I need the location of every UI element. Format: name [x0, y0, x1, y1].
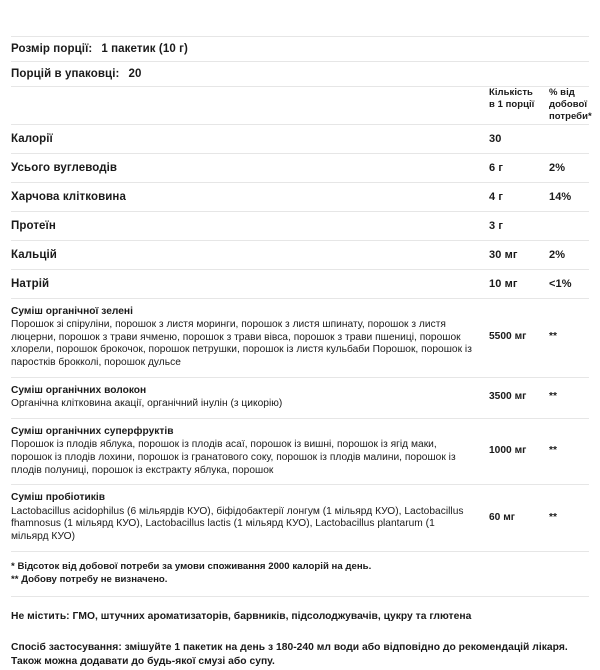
- nutrient-amount: 30 мг: [489, 240, 549, 269]
- blend-cell: [11, 485, 489, 551]
- serving-size-label: Розмір порції:: [11, 43, 93, 55]
- nutrient-name: Усього вуглеводів: [11, 153, 489, 182]
- table-row: [11, 211, 589, 240]
- blend-ingredients: Lactobacillus acidophilus (6 мільярдів КУО), біфідобактерії лонгум (1 мільярд КУО), Lactobacillus fhamnosus (1 мільярд КУО), Lactobacillus lactis (1 мільярд КУО), Lactobacillus plantarum (1 мільярд КУО): [11, 505, 464, 542]
- nutrient-daily-value: [549, 124, 589, 153]
- table-row: [11, 269, 589, 298]
- nutrient-daily-value: 2%: [549, 153, 589, 182]
- table-row: [11, 153, 589, 182]
- blend-title: Суміш органічної зелені: [11, 305, 133, 317]
- nutrient-name: Калорії: [11, 124, 489, 153]
- nutrient-daily-value: 14%: [549, 182, 589, 211]
- nutrition-facts-panel: [0, 36, 600, 596]
- nutrient-name: Протеїн: [11, 211, 489, 240]
- blend-amount: 60 мг: [489, 485, 549, 551]
- servings-per-container-value: 20: [128, 68, 142, 80]
- servings-per-container-label: Порцій в упаковці:: [11, 68, 120, 80]
- blend-ingredients: Порошок із плодів яблука, порошок із плодів асаї, порошок із вишні, порошок із ягід маки, порошок із плодів лохини, порошок із гранатового соку, порошок із плодів малини, порошок із плодів полуниці, порошок із екстракту яблука, порошок: [11, 439, 456, 476]
- directions-text: Спосіб застосування: змішуйте 1 пакетик на день з 180-240 мл води або відповідно до рекомендацій лікаря. Також можна додавати до будь-якої смузі або супу.: [11, 641, 568, 668]
- nutrient-daily-value: [549, 211, 589, 240]
- footnote-daily-value: * Відсоток від добової потреби за умови споживання 2000 калорій на день.: [11, 560, 372, 572]
- table-row: [11, 418, 589, 484]
- nutrient-amount: 4 г: [489, 182, 549, 211]
- serving-size-row: [11, 37, 589, 61]
- nutrient-name: Харчова клітковина: [11, 182, 489, 211]
- nutrient-name: Кальцій: [11, 240, 489, 269]
- blend-daily-value: **: [549, 377, 589, 418]
- blend-daily-value: **: [549, 418, 589, 484]
- table-row: [11, 124, 589, 153]
- blend-ingredients: Порошок зі спіруліни, порошок з листя моринги, порошок з листя шпинату, порошок з листя люцерни, порошок з трави ячменю, порошок з трави вівса, порошок з трави пшениці, порошок хлорели, порошок брокочок, порошок петрушки, порошок із листя кульбаби Порошок, порошок із паростків брокколі, порошок дульсе: [11, 319, 472, 368]
- blend-cell: [11, 418, 489, 484]
- table-row: [11, 182, 589, 211]
- blend-daily-value: **: [549, 298, 589, 377]
- footnote-not-established: ** Добову потребу не визначено.: [11, 574, 168, 586]
- nutrient-daily-value: <1%: [549, 269, 589, 298]
- nutrient-amount: 30: [489, 124, 549, 153]
- blend-ingredients: Органічна клітковина акації, органічний інулін (з цикорію): [11, 398, 283, 410]
- blend-title: Суміш органічних волокон: [11, 384, 147, 396]
- additional-info: [0, 596, 600, 670]
- blend-amount: 5500 мг: [489, 298, 549, 377]
- nutrient-amount: 10 мг: [489, 269, 549, 298]
- nutrient-amount: 3 г: [489, 211, 549, 240]
- nutrient-daily-value: 2%: [549, 240, 589, 269]
- nutrition-table: [11, 87, 592, 551]
- blend-title: Суміш пробіотиків: [11, 492, 106, 504]
- table-row: [11, 485, 589, 551]
- header-amount-per-serving: Кількість в 1 порції: [489, 87, 535, 111]
- serving-size-value: 1 пакетик (10 г): [101, 43, 188, 55]
- header-nutrient: [11, 87, 489, 124]
- table-row: [11, 240, 589, 269]
- blend-cell: [11, 298, 489, 377]
- header-daily-value: % від добової потреби*: [549, 87, 592, 123]
- blend-amount: 1000 мг: [489, 418, 549, 484]
- blend-daily-value: **: [549, 485, 589, 551]
- nutrient-amount: 6 г: [489, 153, 549, 182]
- footnotes: [11, 551, 589, 596]
- blend-cell: [11, 377, 489, 418]
- blend-title: Суміш органічних суперфруктів: [11, 425, 174, 437]
- blend-amount: 3500 мг: [489, 377, 549, 418]
- table-header-row: [11, 87, 589, 124]
- servings-per-container-row: [11, 62, 589, 86]
- top-spacer: [0, 0, 600, 36]
- table-row: [11, 298, 589, 377]
- free-from-text: Не містить: ГМО, штучних ароматизаторів, барвників, підсолоджувачів, цукру та глютена: [11, 596, 589, 624]
- table-row: [11, 377, 589, 418]
- nutrient-name: Натрій: [11, 269, 489, 298]
